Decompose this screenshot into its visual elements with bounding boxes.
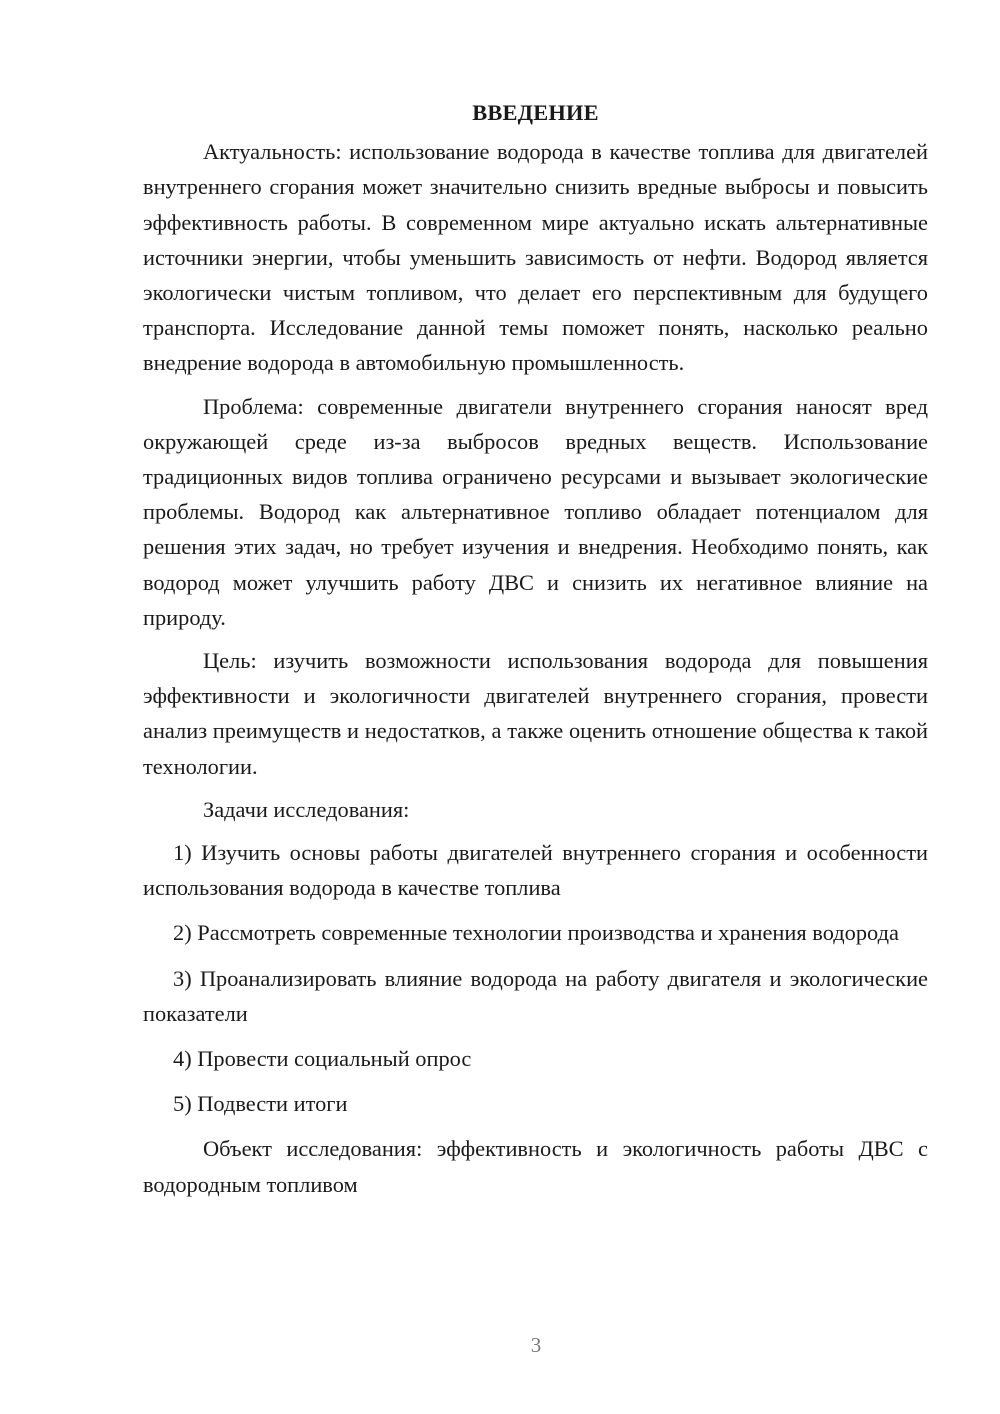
- page-number: 3: [530, 1333, 542, 1357]
- task-item-3: 3) Проанализировать влияние водорода на работу двигателя и экологические показатели: [143, 965, 928, 1026]
- task-item-4: 4) Провести социальный опрос: [173, 1046, 472, 1072]
- paragraph-object: Объект исследования: эффективность и экологичность работы ДВС с водородным топливом: [143, 1136, 928, 1197]
- paragraph-relevance: Актуальность: использование водорода в качестве топлива для двигателей внутреннего сгорания может значительно снизить вредные выбросы и повысить эффективность работы. В современном мире актуально искать альтернативные источники энергии, чтобы уменьшить зависимость от нефти. Водород является экологически чистым топливом, что делает его перспективным для будущего транспорта. Исследование данной темы поможет понять, насколько реально внедрение водорода в автомобильную промышленность.: [143, 139, 928, 376]
- task-list: [143, 835, 928, 1121]
- task-item-1: 1) Изучить основы работы двигателей внутреннего сгорания и особенности использования водорода в качестве топлива: [143, 840, 928, 901]
- document-page: [143, 95, 928, 1210]
- tasks-heading: Задачи исследования:: [203, 796, 410, 822]
- paragraph-goal: Цель: изучить возможности использования водорода для повышения эффективности и экологичности двигателей внутреннего сгорания, провести анализ преимуществ и недостатков, а также оценить отношение общества к такой технологии.: [143, 648, 928, 779]
- section-title: ВВЕДЕНИЕ: [472, 100, 599, 125]
- task-item-2: 2) Рассмотреть современные технологии производства и хранения водорода: [173, 920, 899, 946]
- task-item-5: 5) Подвести итоги: [173, 1091, 348, 1117]
- paragraph-problem: Проблема: современные двигатели внутреннего сгорания наносят вред окружающей среде из-за выбросов вредных веществ. Использование традиционных видов топлива ограничено ресурсами и вызывает экологические проблемы. Водород как альтернативное топливо обладает потенциалом для решения этих задач, но требует изучения и внедрения. Необходимо понять, как водород может улучшить работу ДВС и снизить их негативное влияние на природу.: [143, 393, 928, 630]
